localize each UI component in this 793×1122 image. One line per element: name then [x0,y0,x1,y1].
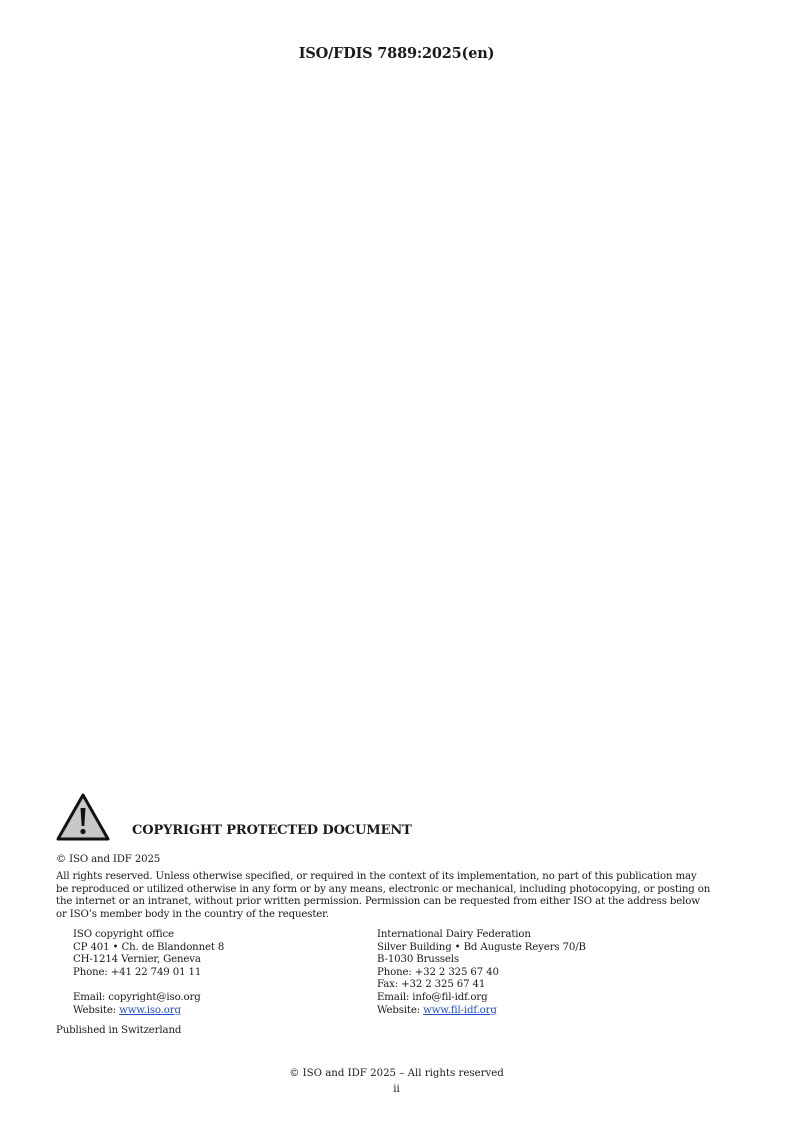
idf-website [377,1005,586,1018]
idf-name: International Dairy Federation [377,929,531,940]
paragraph-line: All rights reserved. Unless otherwise specified, or required in the context of its implementation, no part of this publication may [56,871,697,882]
paragraph-line: the internet or an intranet, without prior written permission. Permission can be requested from either ISO at the address below [56,896,700,908]
copyright-line: © ISO and IDF 2025 [56,854,161,865]
idf-street: Silver Building • Bd Auguste Reyers 70/B [377,941,586,953]
spacer [73,979,224,992]
copyright-heading: COPYRIGHT PROTECTED DOCUMENT [132,823,412,838]
iso-address [73,929,224,1017]
idf-website-link[interactable]: www.fil-idf.org [423,1004,497,1016]
rights-paragraph [56,871,716,921]
idf-email: Email: info@fil-idf.org [377,991,488,1003]
iso-street: CP 401 • Ch. de Blandonnet 8 [73,941,225,953]
published-location: Published in Switzerland [56,1025,182,1036]
warning-triangle-icon [55,792,111,842]
paragraph-line: or ISO’s member body in the country of the requester. [56,908,329,920]
document-id-header: ISO/FDIS 7889:2025(en) [298,45,495,62]
iso-website-label: Website: [73,1004,120,1016]
page-footer [0,1066,793,1098]
footer-copyright: © ISO and IDF 2025 – All rights reserved [289,1068,504,1079]
paragraph-line: be reproduced or utilized otherwise in any form or by any means, electronic or mechanical, including photocopying, or posting on [56,883,711,895]
iso-website-link[interactable]: www.iso.org [119,1004,181,1016]
iso-city: CH-1214 Vernier, Geneva [73,954,201,966]
iso-email: Email: copyright@iso.org [73,991,201,1003]
iso-office-name: ISO copyright office [73,929,174,940]
page-number: ii [393,1084,400,1095]
idf-city: B-1030 Brussels [377,954,459,966]
idf-website-label: Website: [377,1004,424,1016]
idf-phone: Phone: +32 2 325 67 40 [377,966,499,978]
idf-address [377,929,586,1017]
idf-fax: Fax: +32 2 325 67 41 [377,979,486,991]
iso-phone: Phone: +41 22 749 01 11 [73,966,202,978]
iso-website [73,1005,224,1018]
